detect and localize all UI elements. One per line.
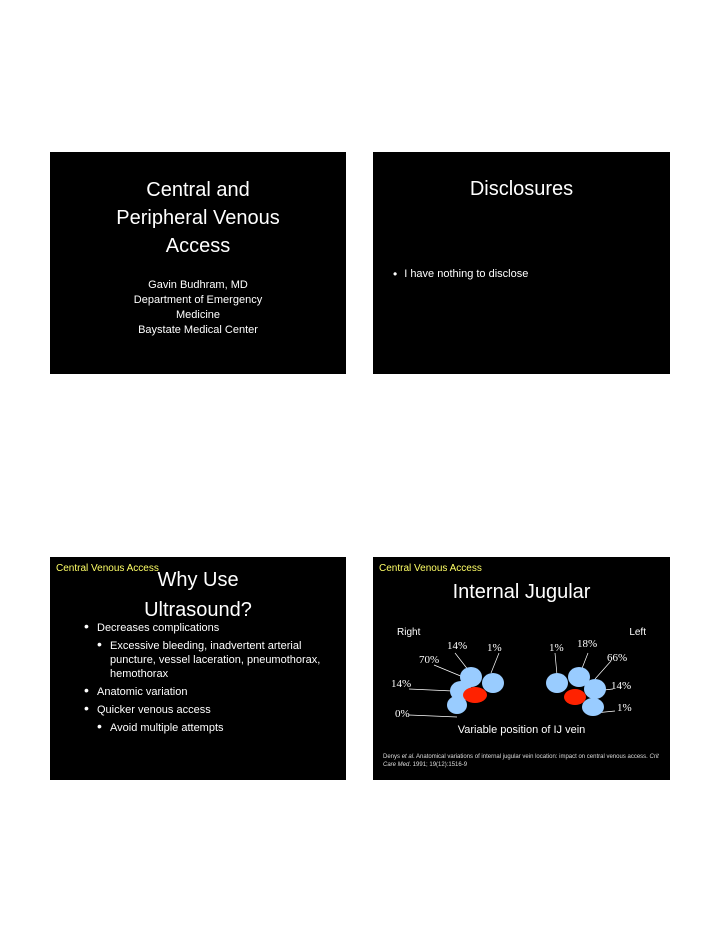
slide-title-heading (50, 176, 346, 260)
bullet-item: • Decreases complications (84, 621, 334, 635)
percent-label: 70% (419, 654, 440, 666)
slide-heading: Disclosures (469, 178, 574, 200)
title-line-3: Access (165, 235, 231, 257)
slide-heading (50, 565, 346, 625)
section-tag: Central Venous Access (379, 563, 482, 574)
right-side-label: Right (397, 627, 421, 638)
percent-label: 1% (617, 702, 632, 714)
bullet-item (393, 268, 528, 280)
author-block (50, 278, 346, 338)
sub-bullet-item: • Excessive bleeding, inadvertent arterial puncture, vessel laceration, pneumothorax, hemothorax (97, 639, 334, 681)
vein-position (584, 679, 606, 699)
slide-title (50, 152, 346, 374)
slide-why-ultrasound (50, 557, 346, 780)
bullet-list (84, 621, 334, 739)
title-line-1: Central and (146, 179, 250, 201)
percent-label: 0% (395, 708, 410, 720)
percent-label: 14% (391, 678, 412, 690)
heading-line-2: Ultrasound? (144, 599, 252, 621)
vein-position (582, 698, 604, 716)
department-line-1: Department of Emergency (133, 294, 263, 306)
ij-vein-diagram (373, 631, 670, 731)
citation-journal: Crit Care Med (383, 754, 659, 768)
bullet-item: • Quicker venous access (84, 703, 334, 717)
citation-etal: et al (401, 754, 414, 760)
vein-position (482, 673, 504, 693)
author-name: Gavin Budhram, MD (148, 279, 248, 291)
heading-line-1: Why Use (157, 569, 239, 591)
slide-heading: Internal Jugular (452, 581, 591, 603)
title-line-2: Peripheral Venous (116, 207, 280, 229)
vein-position (546, 673, 568, 693)
percent-label: 14% (611, 680, 632, 692)
slide-disclosures (373, 152, 670, 374)
citation-authors: Denys (383, 754, 402, 760)
slide-internal-jugular (373, 557, 670, 780)
bullet-dot: • (393, 267, 398, 281)
citation-details: . 1991; 19(12):1516-9 (409, 762, 468, 768)
carotid-artery (463, 687, 487, 703)
left-side-label: Left (629, 627, 646, 638)
bullet-item: • Anatomic variation (84, 685, 334, 699)
vein-position (447, 696, 467, 714)
percent-label: 1% (487, 642, 502, 654)
diagram-caption: Variable position of IJ vein (457, 724, 586, 736)
percent-label: 66% (607, 652, 628, 664)
citation (383, 753, 663, 769)
sub-bullet-item: • Avoid multiple attempts (97, 721, 334, 735)
bullet-text: I have nothing to disclose (404, 268, 529, 280)
department-line-2: Medicine (175, 309, 221, 321)
percent-label: 1% (549, 642, 564, 654)
percent-label: 14% (447, 640, 468, 652)
percent-label: 18% (577, 638, 598, 650)
citation-title: . Anatomical variations of internal jugular vein location: impact on central venous access. (413, 754, 650, 760)
left-side-veins (546, 667, 606, 716)
section-tag: Central Venous Access (56, 563, 159, 574)
carotid-artery (564, 689, 586, 705)
institution: Baystate Medical Center (138, 324, 258, 336)
